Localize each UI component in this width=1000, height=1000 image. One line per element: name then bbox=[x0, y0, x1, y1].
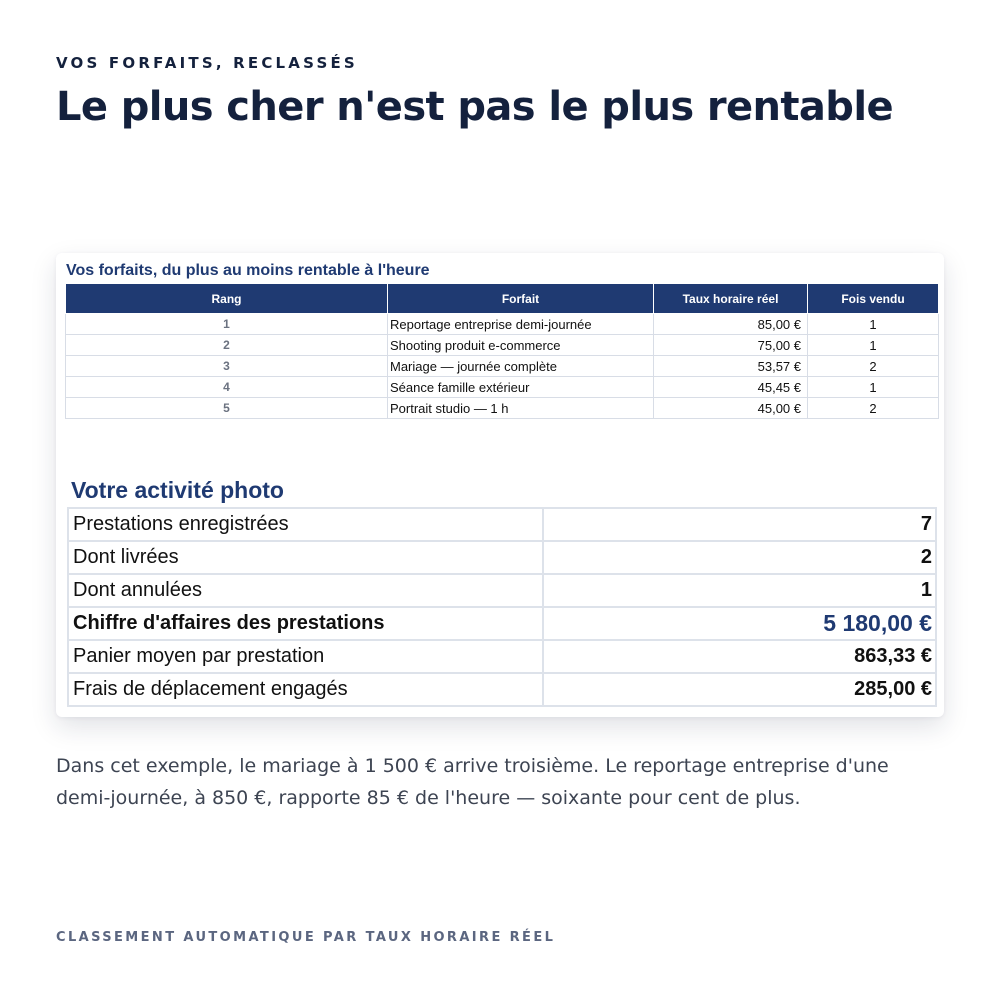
activity-row bbox=[68, 574, 936, 607]
hourly-rate-cell: 75,00 € bbox=[654, 335, 808, 356]
page-title: Le plus cher n'est pas le plus rentable bbox=[56, 84, 893, 130]
activity-table bbox=[67, 507, 937, 707]
rank-cell: 5 bbox=[66, 398, 388, 419]
rank-cell: 3 bbox=[66, 356, 388, 377]
activity-value: 5 180,00 € bbox=[543, 607, 936, 640]
activity-label: Dont livrées bbox=[68, 541, 543, 574]
table-row bbox=[66, 377, 939, 398]
hourly-rate-cell: 53,57 € bbox=[654, 356, 808, 377]
ranking-header-row bbox=[66, 284, 939, 314]
activity-row bbox=[68, 673, 936, 706]
rank-cell: 4 bbox=[66, 377, 388, 398]
table-row bbox=[66, 356, 939, 377]
times-sold-cell: 2 bbox=[808, 356, 939, 377]
activity-value: 863,33 € bbox=[543, 640, 936, 673]
activity-label: Prestations enregistrées bbox=[68, 508, 543, 541]
table-row bbox=[66, 335, 939, 356]
eyebrow-label: VOS FORFAITS, RECLASSÉS bbox=[56, 54, 358, 72]
package-cell: Portrait studio — 1 h bbox=[388, 398, 654, 419]
rank-cell: 2 bbox=[66, 335, 388, 356]
activity-label: Chiffre d'affaires des prestations bbox=[68, 607, 543, 640]
footer-caption: CLASSEMENT AUTOMATIQUE PAR TAUX HORAIRE RÉEL bbox=[56, 930, 556, 945]
column-header-times-sold: Fois vendu bbox=[808, 284, 939, 314]
activity-row-revenue bbox=[68, 607, 936, 640]
table-row bbox=[66, 314, 939, 335]
explanation-paragraph: Dans cet exemple, le mariage à 1 500 € arrive troisième. Le reportage entreprise d'une demi-journée, à 850 €, rapporte 85 € de l'heure — soixante pour cent de plus. bbox=[56, 755, 889, 809]
ranking-table bbox=[65, 283, 939, 419]
activity-value: 1 bbox=[543, 574, 936, 607]
activity-label: Panier moyen par prestation bbox=[68, 640, 543, 673]
package-cell: Mariage — journée complète bbox=[388, 356, 654, 377]
activity-value: 2 bbox=[543, 541, 936, 574]
activity-row bbox=[68, 508, 936, 541]
hourly-rate-cell: 45,00 € bbox=[654, 398, 808, 419]
activity-row bbox=[68, 640, 936, 673]
activity-title: Votre activité photo bbox=[71, 477, 284, 503]
times-sold-cell: 1 bbox=[808, 335, 939, 356]
column-header-package: Forfait bbox=[388, 284, 654, 314]
column-header-rank: Rang bbox=[66, 284, 388, 314]
activity-value: 7 bbox=[543, 508, 936, 541]
ranking-title: Vos forfaits, du plus au moins rentable à l'heure bbox=[66, 262, 430, 279]
activity-label: Frais de déplacement engagés bbox=[68, 673, 543, 706]
package-cell: Séance famille extérieur bbox=[388, 377, 654, 398]
activity-row bbox=[68, 541, 936, 574]
hourly-rate-cell: 85,00 € bbox=[654, 314, 808, 335]
table-row bbox=[66, 398, 939, 419]
times-sold-cell: 2 bbox=[808, 398, 939, 419]
times-sold-cell: 1 bbox=[808, 377, 939, 398]
column-header-hourly-rate: Taux horaire réel bbox=[654, 284, 808, 314]
package-cell: Reportage entreprise demi-journée bbox=[388, 314, 654, 335]
times-sold-cell: 1 bbox=[808, 314, 939, 335]
activity-value: 285,00 € bbox=[543, 673, 936, 706]
package-cell: Shooting produit e-commerce bbox=[388, 335, 654, 356]
rank-cell: 1 bbox=[66, 314, 388, 335]
activity-label: Dont annulées bbox=[68, 574, 543, 607]
spreadsheet-card bbox=[56, 253, 944, 717]
hourly-rate-cell: 45,45 € bbox=[654, 377, 808, 398]
